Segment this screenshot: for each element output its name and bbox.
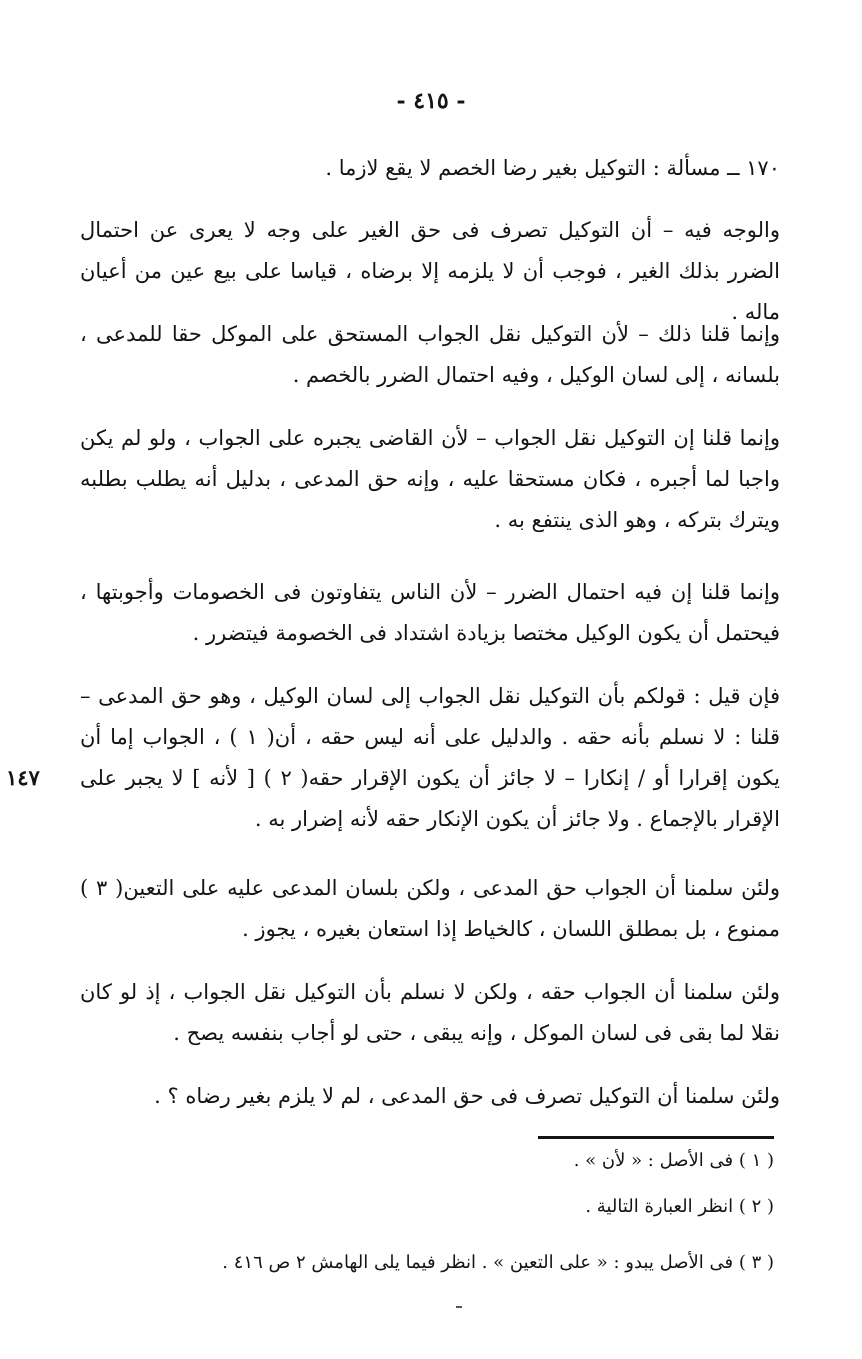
page-number: - ٤١٥ - — [396, 88, 466, 114]
paragraph: وإنما قلنا ذلك – لأن التوكيل نقل الجواب المستحق على الموكل حقا للمدعى ، بلسانه ، إلى لسان الوكيل ، وفيه احتمال الضرر بالخصم . — [80, 322, 780, 387]
paragraph: ولئن سلمنا أن التوكيل تصرف فى حق المدعى ، لم لا يلزم بغير رضاه ؟ . — [154, 1084, 780, 1108]
margin-folio-number: ١٤٧ — [6, 765, 40, 790]
paragraph: وإنما قلنا إن فيه احتمال الضرر – لأن الناس يتفاوتون فى الخصومات وأجوبتها ، فيحتمل أن يكون الوكيل مختصا بزيادة اشتداد فى الخصومة فيتضرر . — [80, 580, 780, 645]
paragraph: والوجه فيه – أن التوكيل تصرف فى حق الغير على وجه لا يعرى عن احتمال الضرر بذلك الغير ، فوجب أن لا يلزمه إلا برضاه ، قياسا على بيع عين من أعيان ماله . — [80, 218, 780, 324]
paragraph-concession-3 — [80, 1076, 780, 1117]
paragraph-harm — [80, 572, 780, 654]
paragraph: وإنما قلنا إن التوكيل نقل الجواب – لأن القاضى يجبره على الجواب ، ولو لم يكن واجبا لما أجبره ، فكان مستحقا عليه ، وإنه حق المدعى ، بدليل أنه يطلب بطلبه ويترك بتركه ، وهو الذى ينتفع به . — [80, 426, 780, 532]
footnote-2: ( ٢ ) انظر العبارة التالية . — [585, 1196, 774, 1217]
print-speck — [456, 1306, 462, 1308]
paragraph-concession-1 — [80, 868, 780, 950]
paragraph-judge — [80, 418, 780, 541]
paragraph: ولئن سلمنا أن الجواب حق المدعى ، ولكن بلسان المدعى عليه على التعين( ٣ ) ممنوع ، بل بمطلق اللسان ، كالخياط إذا استعان بغيره ، يجوز . — [80, 876, 780, 941]
paragraph: ١٧٠ ــ مسألة : التوكيل بغير رضا الخصم لا يقع لازما . — [325, 156, 780, 180]
paragraph-transfer — [80, 314, 780, 396]
paragraph-issue-heading — [80, 148, 780, 189]
paragraph: ولئن سلمنا أن الجواب حقه ، ولكن لا نسلم بأن التوكيل نقل الجواب ، إذ لو كان نقلا لما بقى فى لسان الموكل ، وإنه يبقى ، حتى لو أجاب بنفسه يصح . — [80, 980, 780, 1045]
footnote-divider — [538, 1136, 774, 1139]
footnote-3: ( ٣ ) فى الأصل يبدو : « على التعين » . انظر فيما يلى الهامش ٢ ص ٤١٦ . — [222, 1252, 774, 1273]
paragraph-concession-2 — [80, 972, 780, 1054]
footnote-1: ( ١ ) فى الأصل : « لأن » . — [573, 1150, 774, 1171]
footnotes — [74, 1150, 774, 1300]
paragraph: فإن قيل : قولكم بأن التوكيل نقل الجواب إلى لسان الوكيل ، وهو حق المدعى – قلنا : لا نسلم بأنه حقه . والدليل على أنه ليس حقه ، أن( ١ ) ، الجواب إما أن يكون إقرارا أو / إنكارا – لا جائز أن يكون الإقرار حقه( ٢ ) [ لأنه ] لا يجبر على الإقرار بالإجماع . ولا جائز أن يكون الإنكار حقه لأنه إضرار به . — [80, 684, 780, 831]
paragraph-objection — [80, 676, 780, 840]
